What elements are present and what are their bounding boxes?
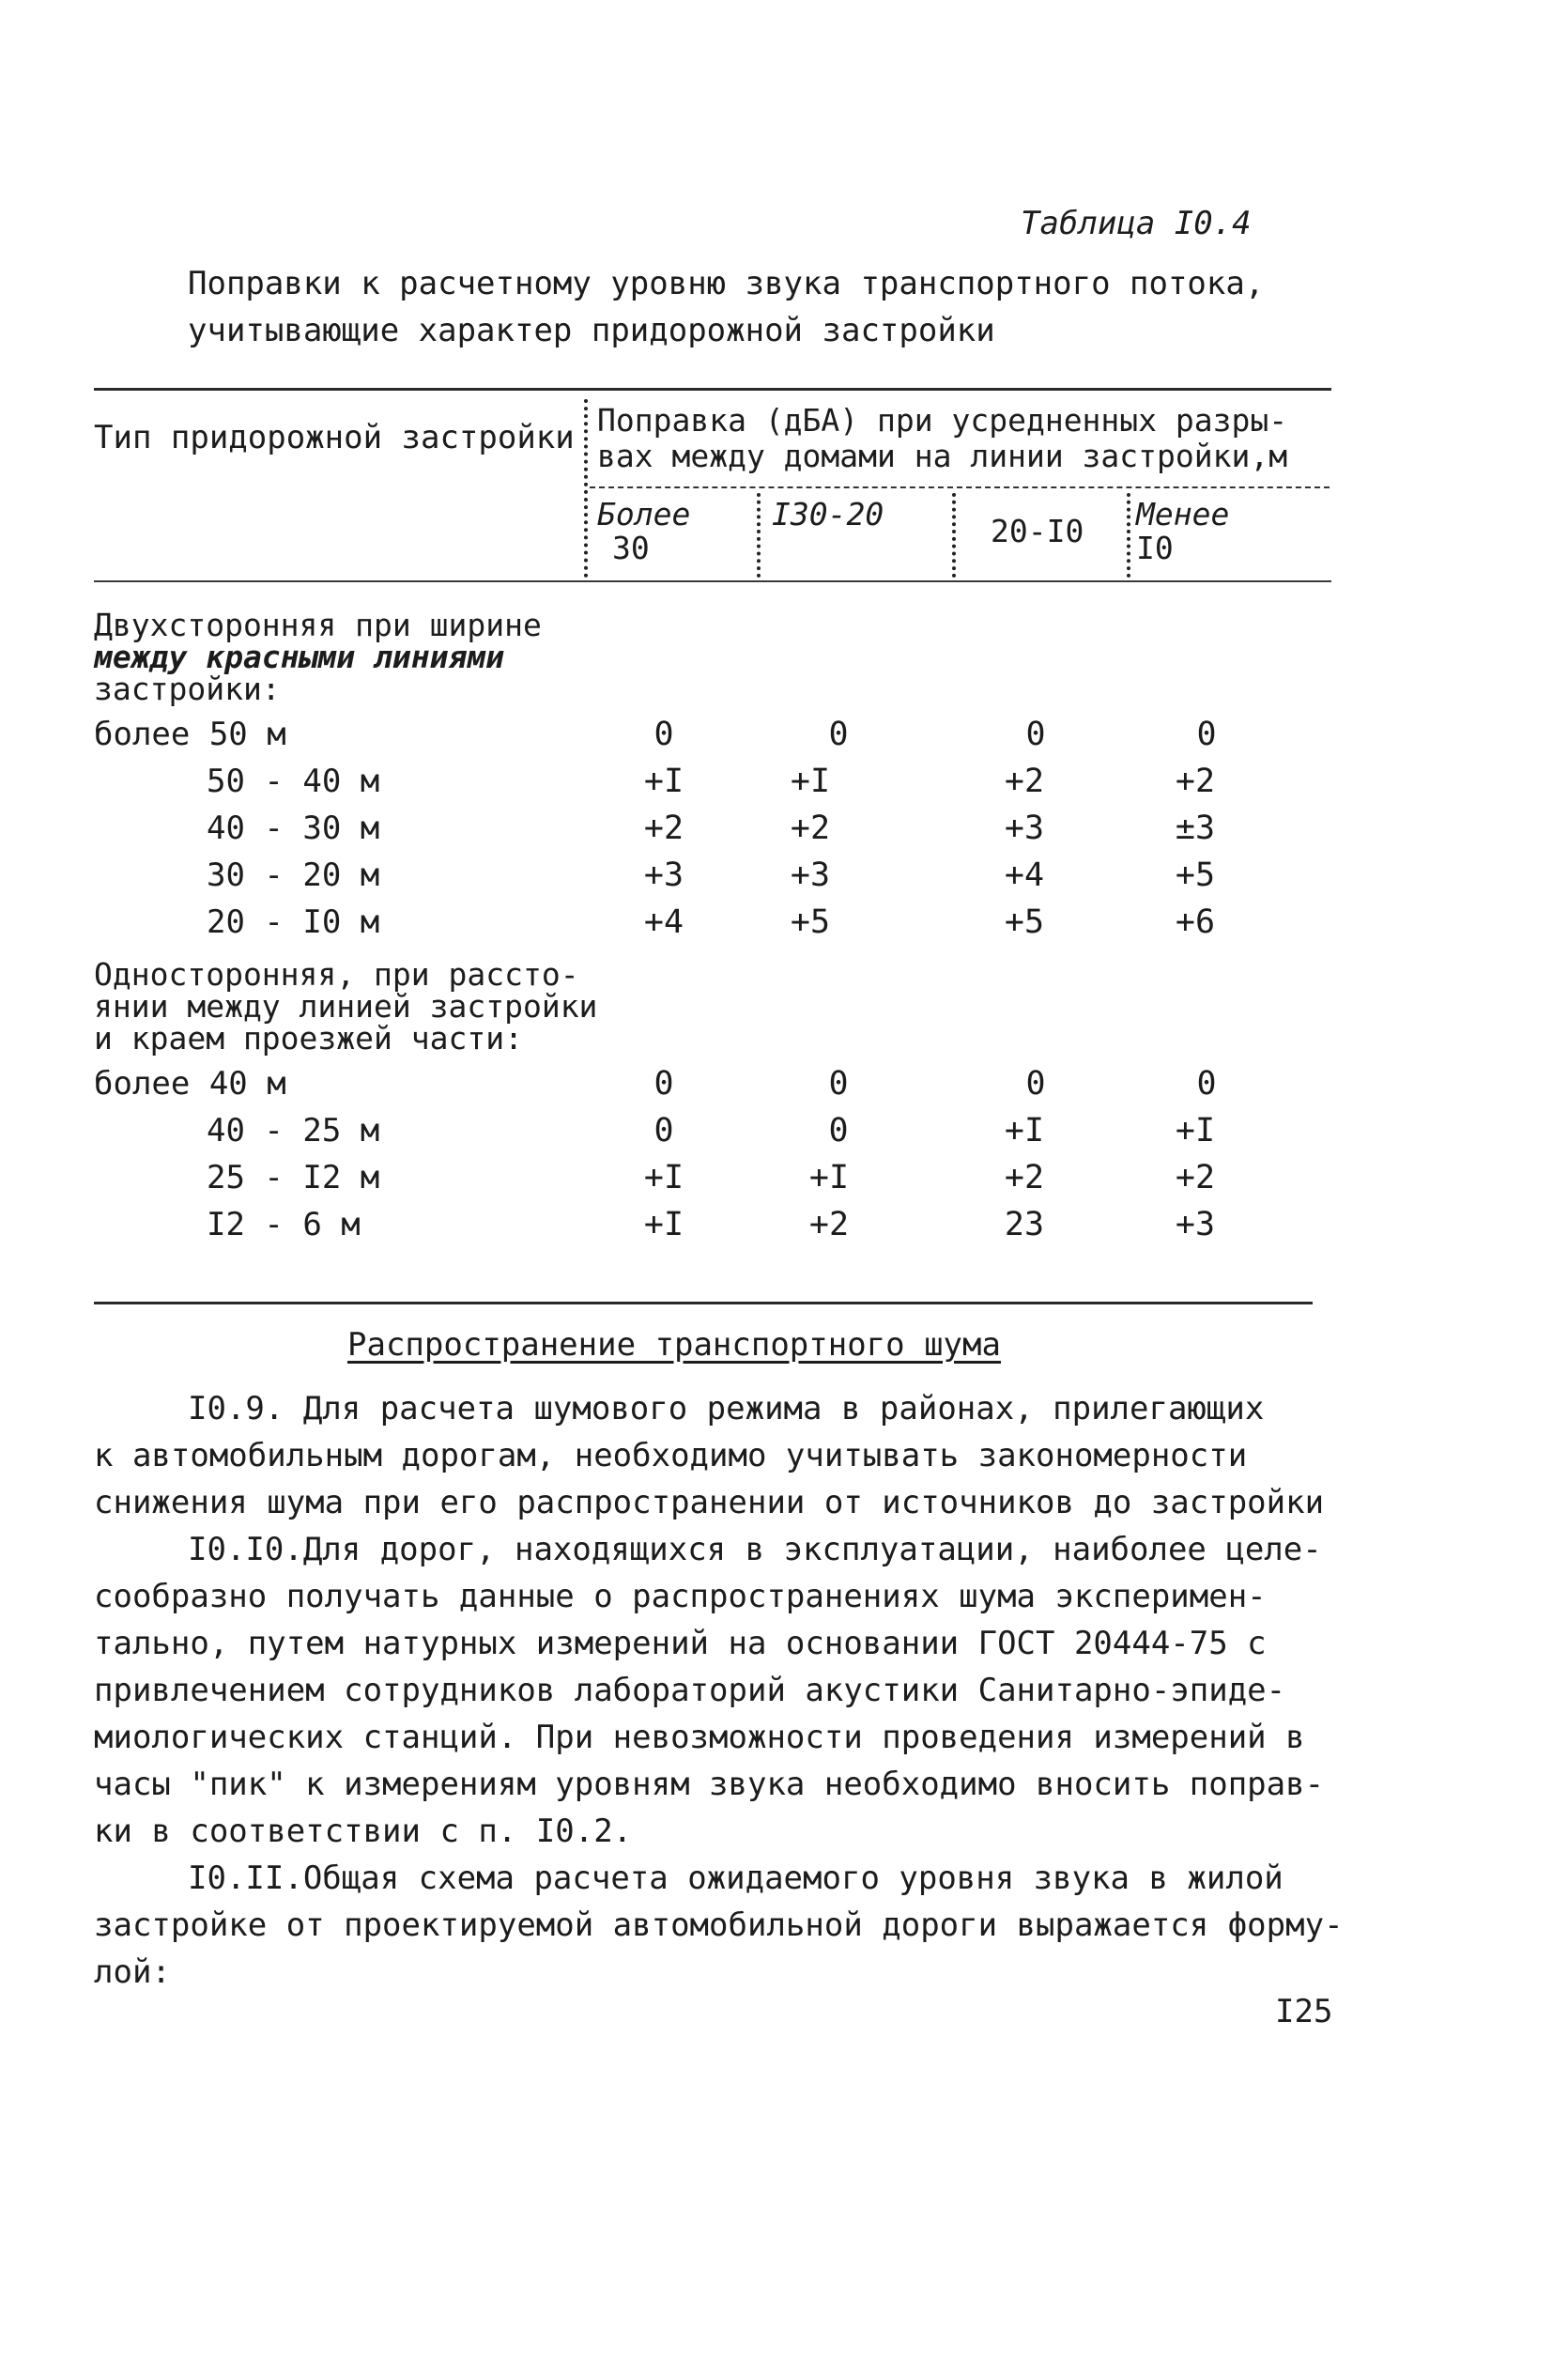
paragraph-2-line: привлечением сотрудников лабораторий акустики Санитарно-эпиде- [94,1672,1286,1709]
header-separator-1 [584,399,588,578]
paragraph-2-line: миологических станций. При невозможности проведения измерений в [94,1719,1305,1756]
cell-value: 0 [1196,1065,1217,1103]
section1-heading-line3: застройки: [94,671,281,707]
cell-value: +I [643,1159,684,1196]
cell-value: +5 [1004,903,1045,941]
cell-value: 0 [1025,716,1046,753]
cell-value: +I [808,1159,850,1196]
table-bottom-rule [94,1302,1313,1304]
paragraph-1-line: снижения шума при его распространении от источников до застройки [94,1484,1325,1521]
cell-value: +I [790,763,831,800]
cell-value: 0 [653,1065,674,1103]
cell-value: 0 [828,1112,849,1149]
cell-value: 0 [653,1112,674,1149]
row-label: более 40 м [94,1065,286,1103]
section2-heading-line1: Односторонняя, при рассто- [94,956,579,993]
cell-value: +I [643,763,684,800]
paragraph-3-line: I0.II.Общая схема расчета ожидаемого уровня звука в жилой [188,1859,1284,1897]
cell-value: +2 [1004,1159,1045,1196]
paragraph-2-line: ки в соответствии с п. I0.2. [94,1813,633,1850]
cell-value: +2 [1175,1159,1216,1196]
table-top-rule [94,388,1331,391]
cell-value: +2 [808,1206,850,1243]
paragraph-2-line: I0.I0.Для дорог, находящихся в эксплуатации, наиболее целе- [188,1531,1322,1568]
table-title-line2: учитывающие характер придорожной застройки [188,312,995,349]
cell-value: +I [1004,1112,1045,1149]
table-caption: Таблица I0.4 [1021,205,1252,242]
row-label: 40 - 25 м [207,1112,380,1149]
subcol-more-30-line1: Более [597,496,691,532]
paragraph-3-line: лой: [94,1953,171,1991]
cell-value: +2 [643,810,684,847]
cell-value: +3 [1004,810,1045,847]
row-label: 25 - I2 м [207,1159,380,1196]
header-separator-4 [1127,493,1130,578]
subcol-less-10-line2: I0 [1136,530,1174,566]
cell-value: 0 [1196,716,1217,753]
paragraph-3-line: застройке от проектируемой автомобильной дороги выражается форму- [94,1906,1344,1944]
header-group-line1: Поправка (дБА) при усредненных разры- [597,402,1288,439]
cell-value: +I [643,1206,684,1243]
header-separator-2 [757,493,761,578]
cell-value: +5 [790,903,831,941]
cell-value: +4 [1004,856,1045,894]
cell-value: +I [1175,1112,1216,1149]
cell-value: +5 [1175,856,1216,894]
cell-value: 0 [1025,1065,1046,1103]
section2-heading-line3: и краем проезжей части: [94,1020,523,1057]
row-label: I2 - 6 м [207,1206,361,1243]
cell-value: +2 [1175,763,1216,800]
paragraph-2-line: тально, путем натурных измерений на основании ГОСТ 20444-75 с [94,1625,1267,1662]
cell-value: 0 [828,716,849,753]
subcol-20-10: 20-I0 [991,513,1084,549]
paragraph-2-line: сообразно получать данные о распространениях шума экспеpимен- [94,1578,1267,1615]
page-number: I25 [1275,1993,1333,2030]
cell-value: 0 [653,716,674,753]
header-group-rule [590,486,1330,488]
cell-value: 23 [1004,1206,1045,1243]
header-bottom-rule [94,580,1331,582]
cell-value: +2 [790,810,831,847]
table-title-line1: Поправки к расчетному уровню звука транспортного потока, [188,265,1265,302]
cell-value: +4 [643,903,684,941]
cell-value: +3 [790,856,831,894]
section-heading: Распространение транспортного шума [347,1326,1001,1364]
paragraph-2-line: часы "пик" к измерениям уровням звука необходимо вносить поправ- [94,1766,1325,1803]
row-label: 30 - 20 м [207,856,380,894]
section1-heading-line1: Двухсторонняя при ширине [94,607,542,643]
cell-value: 0 [828,1065,849,1103]
paragraph-1-line: I0.9. Для расчета шумового режима в районах, прилегающих [188,1390,1265,1427]
row-label: 20 - I0 м [207,903,380,941]
row-label: 40 - 30 м [207,810,380,847]
subcol-30-20: I30-20 [772,496,884,532]
cell-value: ±3 [1175,810,1216,847]
header-separator-3 [952,493,956,578]
subcol-less-10-line1: Менее [1136,496,1230,532]
cell-value: +2 [1004,763,1045,800]
row-label: более 50 м [94,716,286,753]
cell-value: +3 [1175,1206,1216,1243]
paragraph-1-line: к автомобильным дорогам, необходимо учитывать закономерности [94,1437,1248,1474]
header-col-type: Тип придорожной застройки [94,419,575,456]
section2-heading-line2: янии между линией застройки [94,988,598,1025]
section1-heading-line2: между красными линиями [94,639,505,675]
cell-value: +6 [1175,903,1216,941]
subcol-more-30-line2: 30 [612,530,650,566]
header-group-line2: вах между домами на линии застройки,м [597,438,1288,474]
cell-value: +3 [643,856,684,894]
row-label: 50 - 40 м [207,763,380,800]
